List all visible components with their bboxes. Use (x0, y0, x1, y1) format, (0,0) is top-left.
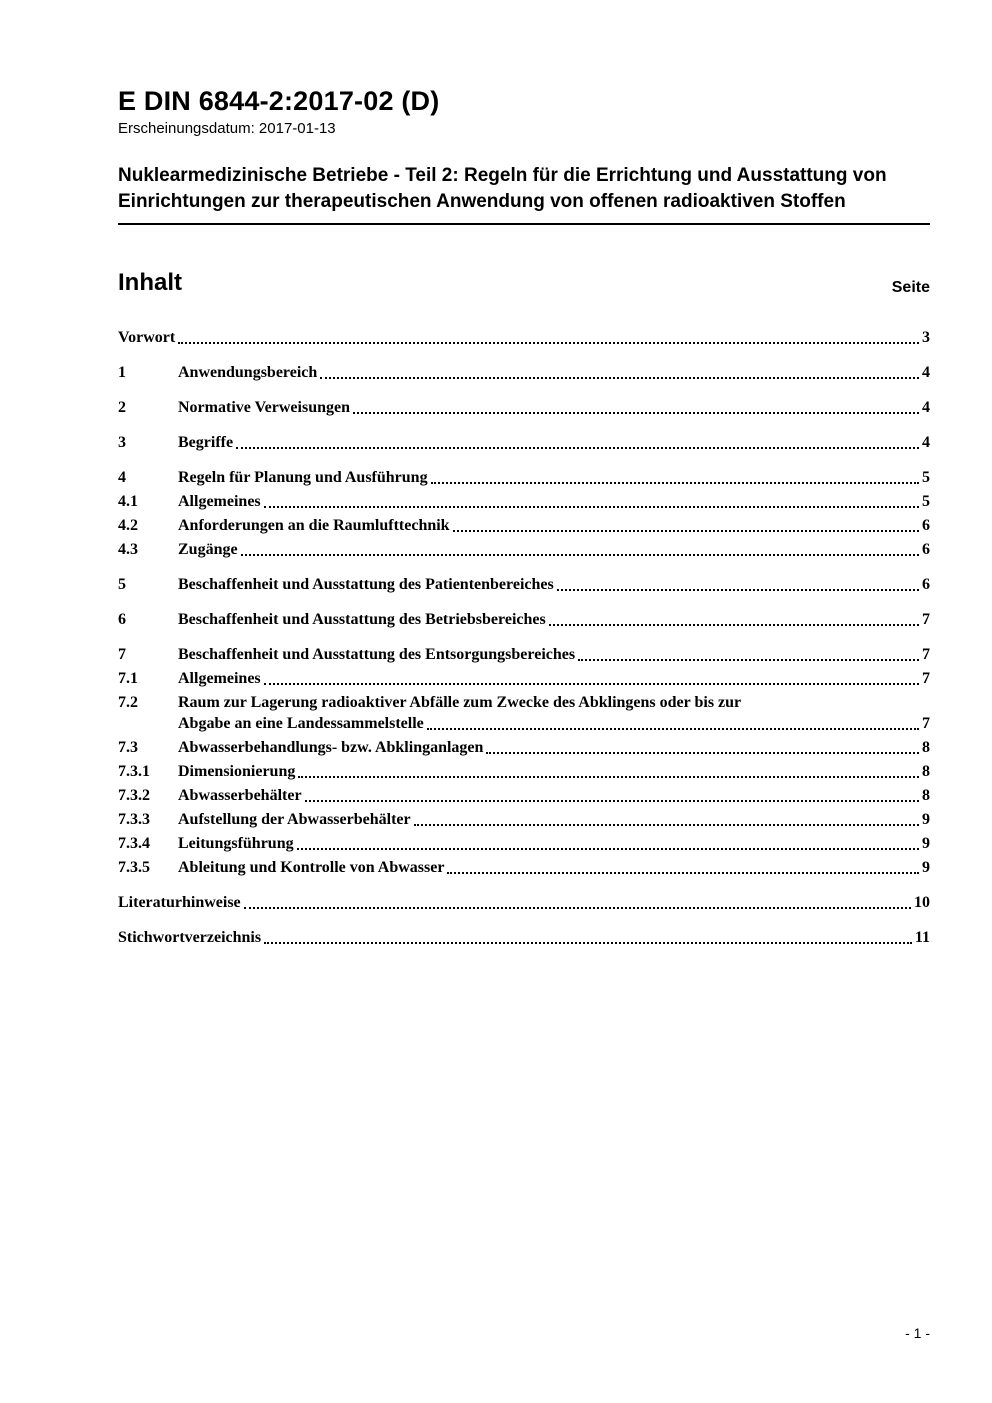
toc-entry-number: 7.1 (118, 670, 138, 687)
toc-heading: Inhalt (118, 269, 182, 296)
toc-entry-page: 4 (922, 434, 930, 451)
toc-entry-title: Beschaffenheit und Ausstattung des Entsorgungsbereiches (178, 646, 576, 663)
toc-leader-dots (236, 447, 919, 449)
toc-entry-title: Normative Verweisungen (178, 399, 350, 416)
toc-entry-page: 9 (922, 811, 930, 828)
toc-entry-page: 6 (922, 576, 930, 593)
toc-leader-dots (178, 342, 919, 344)
toc-leader-dots (298, 776, 919, 778)
toc-entry (118, 539, 930, 560)
toc-leader-dots (297, 848, 919, 850)
toc-leader-dots (578, 659, 919, 661)
toc-entry-title: Allgemeines (178, 670, 261, 687)
toc-entry-page: 7 (922, 646, 930, 663)
toc-entry-page: 8 (922, 739, 930, 756)
toc-entry-title: Raum zur Lagerung radioaktiver Abfälle zum Zwecke des Abklingens oder bis zur (178, 694, 742, 711)
toc-leader-dots (427, 728, 919, 730)
page-number-footer: - 1 - (905, 1325, 930, 1341)
toc-entry-title: Anforderungen an die Raumlufttechnik (178, 517, 450, 534)
toc-leader-dots (557, 589, 919, 591)
document-title: Nuklearmedizinische Betriebe - Teil 2: Regeln für die Errichtung und Ausstattung von Einrichtungen zur therapeutischen Anwendung von offenen radioaktiven Stoffen (118, 163, 930, 225)
toc-entry-page: 5 (922, 493, 930, 510)
toc-entry-page: 6 (922, 541, 930, 558)
toc-leader-dots (320, 377, 919, 379)
toc-entry-page: 8 (922, 763, 930, 780)
toc-entry (118, 692, 930, 734)
toc-leader-dots (241, 554, 919, 556)
toc-entry-number: 7.3.1 (118, 763, 150, 780)
toc-entry-page: 4 (922, 364, 930, 381)
toc-entry-title: Abwasserbehälter (178, 787, 302, 804)
toc-entry-number: 7.3.5 (118, 859, 150, 876)
toc-leader-dots (264, 942, 912, 944)
toc-entry (118, 491, 930, 512)
toc-entry-title: Abwasserbehandlungs- bzw. Abklinganlagen (178, 739, 484, 756)
toc-entry-page: 8 (922, 787, 930, 804)
toc-entry (118, 327, 930, 348)
toc-leader-dots (305, 800, 919, 802)
toc-entry (118, 857, 930, 878)
toc-entry-number: 7.2 (118, 694, 138, 711)
toc-entry-title: Literaturhinweise (118, 894, 241, 911)
toc-entry-page: 11 (914, 929, 930, 946)
toc-leader-dots (486, 752, 919, 754)
toc-entry (118, 432, 930, 453)
toc-entry (118, 809, 930, 830)
toc-leader-dots (264, 683, 919, 685)
toc-entry-page: 4 (922, 399, 930, 416)
toc-entry-title: Dimensionierung (178, 763, 296, 780)
toc-entry-number: 1 (118, 364, 126, 381)
toc-entry (118, 609, 930, 630)
toc-entry-number: 5 (118, 576, 126, 593)
toc-entry (118, 574, 930, 595)
toc-entry-page: 9 (922, 835, 930, 852)
release-date: Erscheinungsdatum: 2017-01-13 (118, 120, 336, 137)
toc-entry-number: 4.3 (118, 541, 138, 558)
toc-entry-title: Leitungsführung (178, 835, 294, 852)
toc-leader-dots (447, 872, 919, 874)
toc-header (118, 269, 930, 297)
toc-entry-title-line2: Abgabe an eine Landessammelstelle (178, 715, 424, 732)
toc-entry-title: Zugänge (178, 541, 238, 558)
toc-entry-number: 6 (118, 611, 126, 628)
toc-leader-dots (431, 482, 919, 484)
toc-leader-dots (264, 506, 919, 508)
toc-entry-page: 7 (922, 715, 930, 732)
toc-entry-number: 7 (118, 646, 126, 663)
toc-entry-title: Beschaffenheit und Ausstattung des Betriebsbereiches (178, 611, 546, 628)
toc-entry-page: 9 (922, 859, 930, 876)
toc-entry (118, 761, 930, 782)
toc-entry-title: Stichwortverzeichnis (118, 929, 262, 946)
toc-entry-number: 7.3.3 (118, 811, 150, 828)
toc-entry (118, 397, 930, 418)
toc-list (118, 327, 930, 948)
toc-leader-dots (353, 412, 919, 414)
toc-entry-title: Aufstellung der Abwasserbehälter (178, 811, 411, 828)
toc-entry-title: Beschaffenheit und Ausstattung des Patientenbereiches (178, 576, 554, 593)
toc-entry-number: 7.3 (118, 739, 138, 756)
toc-entry-page: 7 (922, 670, 930, 687)
toc-leader-dots (414, 824, 919, 826)
toc-entry (118, 833, 930, 854)
toc-entry-title: Begriffe (178, 434, 234, 451)
toc-leader-dots (453, 530, 919, 532)
toc-entry-number: 7.3.4 (118, 835, 150, 852)
toc-entry-title: Ableitung und Kontrolle von Abwasser (178, 859, 445, 876)
toc-entry-number: 4.2 (118, 517, 138, 534)
toc-entry (118, 515, 930, 536)
toc-entry-page: 3 (922, 329, 930, 346)
toc-entry (118, 927, 930, 948)
toc-entry-number: 3 (118, 434, 126, 451)
toc-entry (118, 644, 930, 665)
toc-entry-title: Vorwort (118, 329, 176, 346)
toc-entry-number: 7.3.2 (118, 787, 150, 804)
toc-entry (118, 892, 930, 913)
toc-entry-title: Regeln für Planung und Ausführung (178, 469, 428, 486)
toc-entry-number: 4 (118, 469, 126, 486)
toc-entry-page: 10 (914, 894, 930, 911)
toc-entry (118, 785, 930, 806)
toc-entry (118, 737, 930, 758)
toc-page-column-label: Seite (891, 279, 930, 296)
toc-entry-title: Anwendungsbereich (178, 364, 318, 381)
toc-entry (118, 467, 930, 488)
document-id: E DIN 6844-2:2017-02 (D) (118, 86, 440, 116)
toc-entry-number: 2 (118, 399, 126, 416)
toc-entry-page: 6 (922, 517, 930, 534)
toc-entry-number: 4.1 (118, 493, 138, 510)
toc-entry (118, 362, 930, 383)
toc-entry-title: Allgemeines (178, 493, 261, 510)
toc-entry (118, 668, 930, 689)
toc-entry-page: 7 (922, 611, 930, 628)
toc-leader-dots (549, 624, 919, 626)
toc-leader-dots (244, 907, 911, 909)
toc-entry-page: 5 (922, 469, 930, 486)
